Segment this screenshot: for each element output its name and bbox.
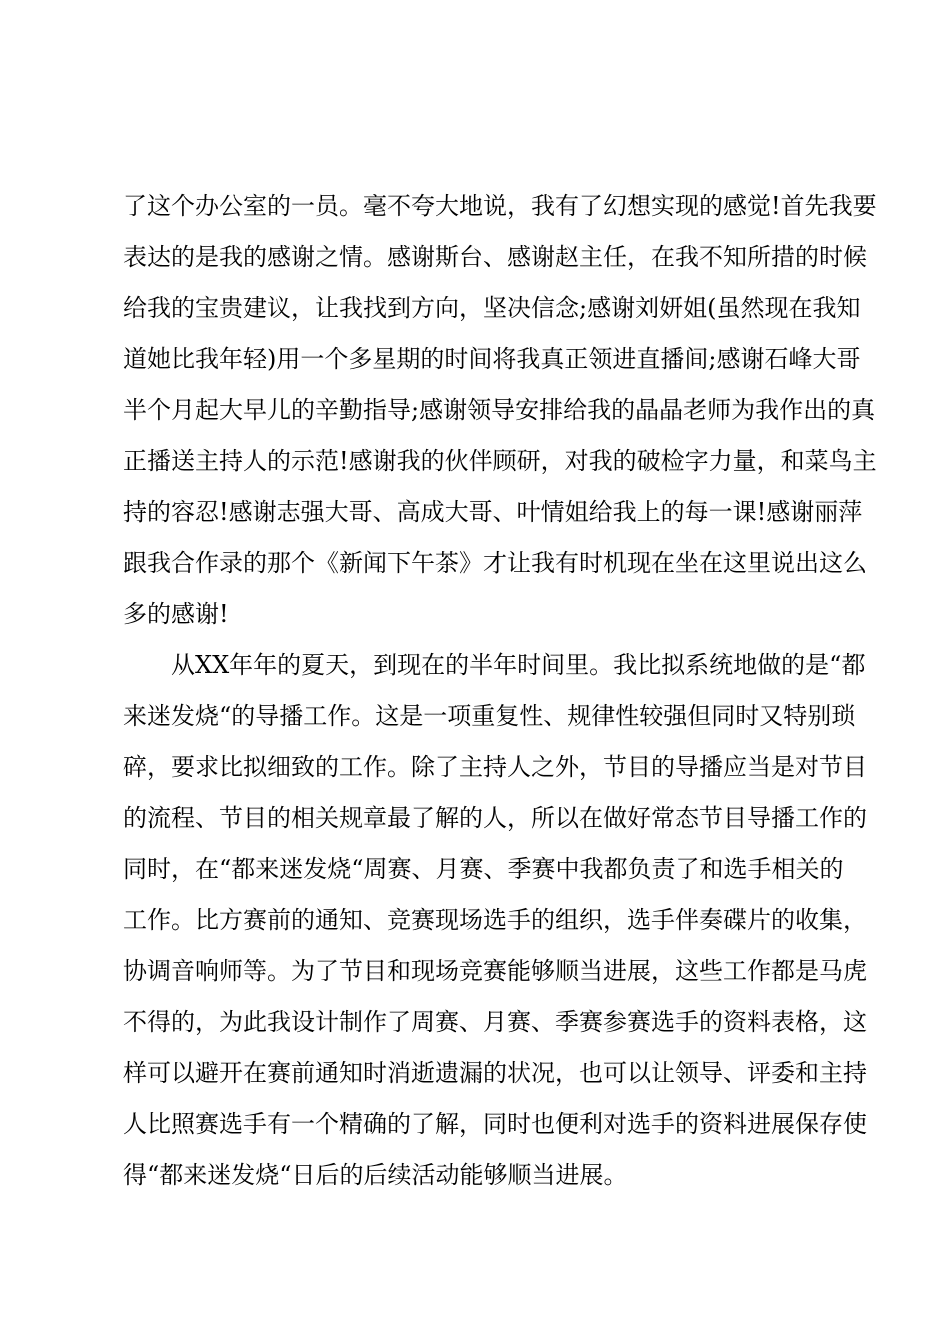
- paragraph-work: [123, 640, 867, 1201]
- paragraph-line: 表达的是我的感谢之情。感谢斯台、感谢赵主任，在我不知所措的时候: [123, 243, 867, 271]
- paragraph-thanks: [123, 181, 877, 640]
- paragraph-line: 多的感谢!: [123, 600, 229, 628]
- paragraph-line: 持的容忍!感谢志强大哥、高成大哥、叶情姐给我上的每一课!感谢丽萍: [123, 498, 863, 526]
- paragraph-line: 半个月起大早儿的辛勤指导;感谢领导安排给我的晶晶老师为我作出的真: [123, 396, 876, 424]
- paragraph-line: 不得的，为此我设计制作了周赛、月赛、季赛参赛选手的资料表格，这: [123, 1008, 867, 1036]
- paragraph-line: 从XX年年的夏天，到现在的半年时间里。我比拟系统地做的是“都: [171, 651, 866, 679]
- paragraph-line: 协调音响师等。为了节目和现场竞赛能够顺当进展，这些工作都是马虎: [123, 957, 867, 985]
- paragraph-line: 人比照赛选手有一个精确的了解，同时也便利对选手的资料进展保存使: [123, 1110, 867, 1138]
- paragraph-line: 了这个办公室的一员。毫不夸大地说，我有了幻想实现的感觉!首先我要: [123, 192, 877, 220]
- paragraph-line: 同时，在“都来迷发烧“周赛、月赛、季赛中我都负责了和选手相关的: [123, 855, 844, 883]
- paragraph-line: 工作。比方赛前的通知、竞赛现场选手的组织，选手伴奏碟片的收集，: [123, 906, 867, 934]
- paragraph-line: 样可以避开在赛前通知时消逝遗漏的状况，也可以让领导、评委和主持: [123, 1059, 867, 1087]
- paragraph-line: 道她比我年轻)用一个多星期的时间将我真正领进直播间;感谢石峰大哥: [123, 345, 861, 373]
- paragraph-line: 得“都来迷发烧“日后的后续活动能够顺当进展。: [123, 1161, 628, 1189]
- paragraph-line: 正播送主持人的示范!感谢我的伙伴顾研，对我的破检字力量，和菜鸟主: [123, 447, 877, 475]
- paragraph-line: 的流程、节目的相关规章最了解的人，所以在做好常态节目导播工作的: [123, 804, 867, 832]
- paragraph-line: 碎，要求比拟细致的工作。除了主持人之外，节目的导播应当是对节目: [123, 753, 867, 781]
- paragraph-line: 来迷发烧“的导播工作。这是一项重复性、规律性较强但同时又特别琐: [123, 702, 856, 730]
- paragraph-line: 跟我合作录的那个《新闻下午茶》才让我有时机现在坐在这里说出这么: [123, 549, 867, 577]
- paragraph-line: 给我的宝贵建议，让我找到方向，坚决信念;感谢刘妍姐(虽然现在我知: [123, 294, 861, 322]
